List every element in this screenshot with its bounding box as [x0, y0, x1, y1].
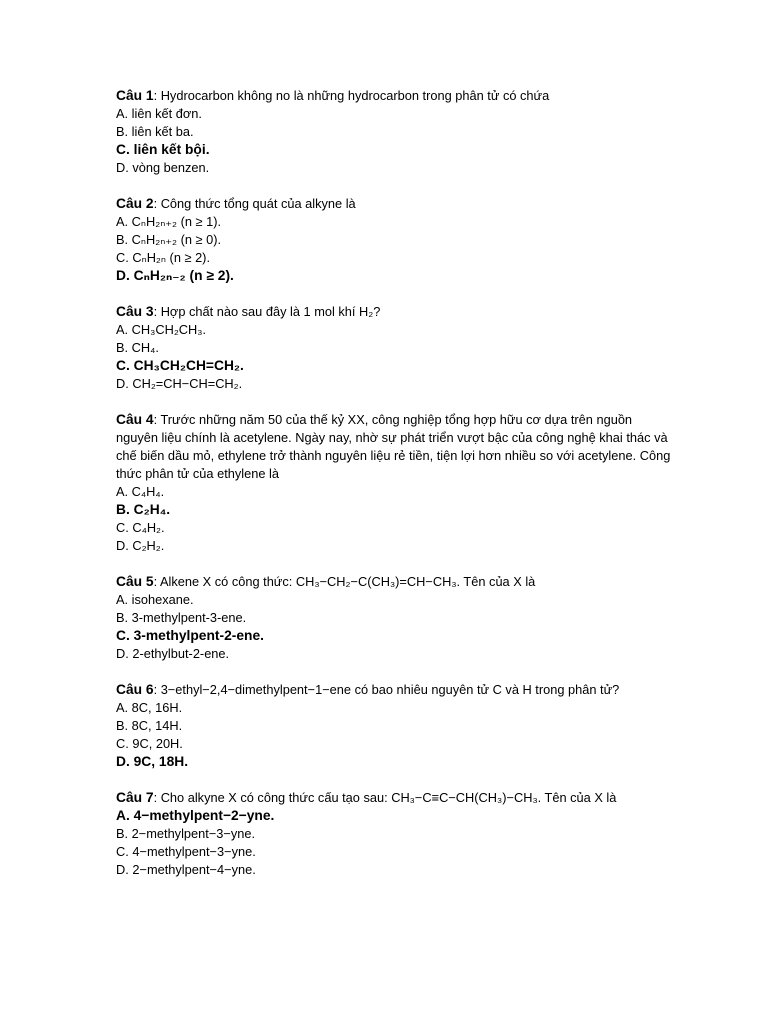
option-c: C. 9C, 20H.	[116, 736, 183, 751]
option-d: D. CH₂=CH−CH=CH₂.	[116, 376, 243, 391]
question-number: Câu 3	[116, 304, 154, 319]
option-d: D. vòng benzen.	[116, 160, 210, 175]
option-c: C. C₄H₂.	[116, 520, 165, 535]
option-b: B. 2−methylpent−3−yne.	[116, 826, 256, 841]
question-text: : Hợp chất nào sau đây là 1 mol khí H₂?	[153, 304, 381, 319]
question-stem	[116, 87, 676, 105]
option-a: A. CₙH₂ₙ₊₂ (n ≥ 1).	[116, 214, 222, 229]
question-text: : Hydrocarbon không no là những hydrocarbon trong phân tử có chứa	[153, 88, 550, 103]
option-d: D. 2−methylpent−4−yne.	[116, 862, 256, 877]
option-d: D. C₂H₂.	[116, 538, 165, 553]
question-6	[116, 681, 676, 771]
option-c: C. 4−methylpent−3−yne.	[116, 844, 256, 859]
option-a: A. isohexane.	[116, 592, 194, 607]
option-b: B. CH₄.	[116, 340, 159, 355]
option-a: A. liên kết đơn.	[116, 106, 202, 121]
question-text: : Alkene X có công thức: CH₃−CH₂−C(CH₃)=CH−CH₃. Tên của X là	[153, 574, 536, 589]
option-b: B. 8C, 14H.	[116, 718, 183, 733]
option-d-correct: D. 9C, 18H.	[116, 754, 189, 769]
question-number: Câu 4	[116, 412, 154, 427]
question-number: Câu 1	[116, 88, 154, 103]
option-c-correct: C. liên kết bội.	[116, 142, 210, 157]
question-stem	[116, 303, 676, 321]
option-d: D. 2-ethylbut-2-ene.	[116, 646, 230, 661]
question-4	[116, 411, 676, 555]
option-b-correct: B. C₂H₄.	[116, 502, 171, 517]
option-a: A. 8C, 16H.	[116, 700, 183, 715]
option-a-correct: A. 4−methylpent−2−yne.	[116, 808, 275, 823]
question-text: : Trước những năm 50 của thế kỷ XX, công nghiệp tổng hợp hữu cơ dựa trên nguồn nguyên liệu chính là acetylene. Ngày nay, nhờ sự phát triển vượt bậc của công nghệ khai thác và chế biến dầu mỏ, ethylene trở thành nguyên liệu rẻ tiền, tiện lợi hơn nhiều so với acetylene. Công thức phân tử của ethylene là	[116, 412, 671, 481]
option-c-correct: C. 3-methylpent-2-ene.	[116, 628, 264, 643]
option-d-correct: D. CₙH₂ₙ₋₂ (n ≥ 2).	[116, 268, 234, 283]
question-stem	[116, 789, 676, 807]
option-a: A. CH₃CH₂CH₃.	[116, 322, 207, 337]
question-1	[116, 87, 676, 177]
option-b: B. CₙH₂ₙ₊₂ (n ≥ 0).	[116, 232, 222, 247]
question-7	[116, 789, 676, 879]
question-text: : Cho alkyne X có công thức cấu tạo sau: CH₃−C≡C−CH(CH₃)−CH₃. Tên của X là	[153, 790, 617, 805]
option-a: A. C₄H₄.	[116, 484, 165, 499]
question-stem	[116, 411, 676, 483]
question-number: Câu 5	[116, 574, 154, 589]
question-text: : Công thức tổng quát của alkyne là	[153, 196, 356, 211]
question-stem	[116, 681, 676, 699]
question-number: Câu 7	[116, 790, 154, 805]
quiz-document	[116, 87, 676, 897]
option-c: C. CₙH₂ₙ (n ≥ 2).	[116, 250, 211, 265]
question-3	[116, 303, 676, 393]
option-c-correct: C. CH₃CH₂CH=CH₂.	[116, 358, 244, 373]
question-number: Câu 2	[116, 196, 154, 211]
question-stem	[116, 195, 676, 213]
question-2	[116, 195, 676, 285]
option-b: B. liên kết ba.	[116, 124, 194, 139]
question-number: Câu 6	[116, 682, 154, 697]
question-text: : 3−ethyl−2,4−dimethylpent−1−ene có bao nhiêu nguyên tử C và H trong phân tử?	[153, 682, 620, 697]
question-stem	[116, 573, 676, 591]
option-b: B. 3-methylpent-3-ene.	[116, 610, 247, 625]
question-5	[116, 573, 676, 663]
